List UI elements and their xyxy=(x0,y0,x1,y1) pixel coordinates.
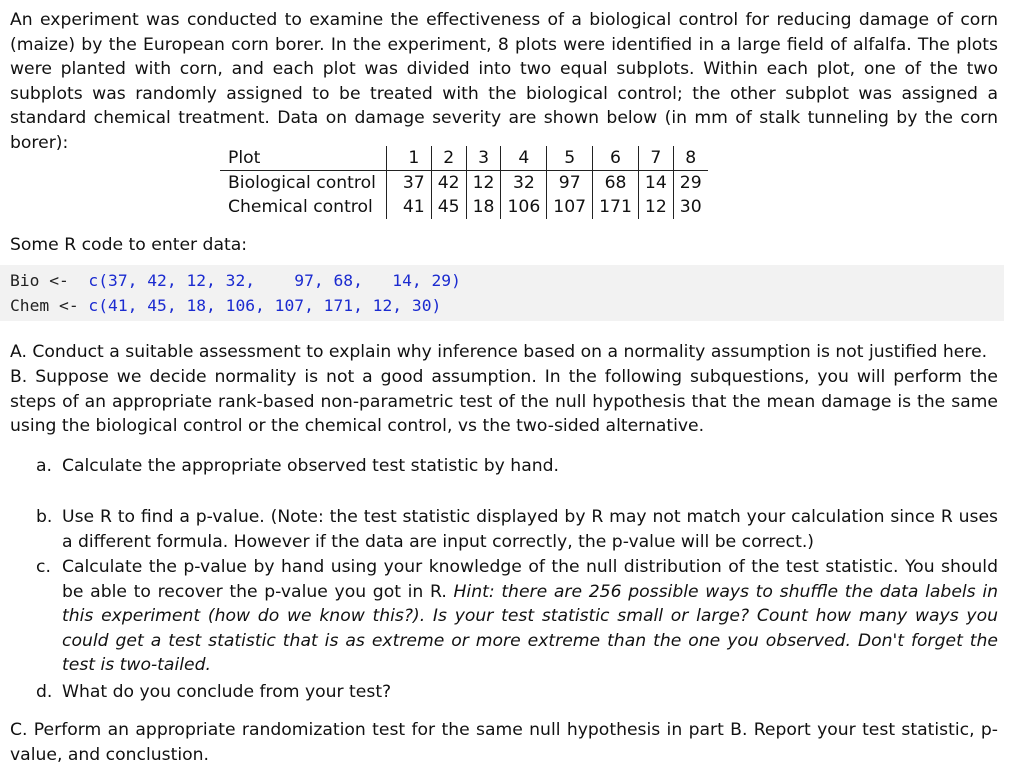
row-label-chemical: Chemical control xyxy=(220,195,386,219)
table-cell: 42 xyxy=(431,171,466,196)
row-label-biological: Biological control xyxy=(220,171,386,196)
plot-number: 7 xyxy=(638,146,673,171)
subquestion-a: Calculate the appropriate observed test statistic by hand. xyxy=(62,456,559,476)
subquestion-d: What do you conclude from your test? xyxy=(62,682,392,702)
table-cell: 41 xyxy=(386,195,431,219)
question-b-upper: B. Suppose we decide normality is not a good assumption. In the following subquestions, you will perform the steps of an appropriate rank-based non-parametric test of the null hypothesis that the mean damage is the same using the biological control or the chemical control, vs the two-sided alternative. xyxy=(10,367,998,437)
subquestion-d-label: d. xyxy=(36,682,53,702)
plot-number: 1 xyxy=(386,146,431,171)
question-c-upper: C. Perform an appropriate randomization test for the same null hypothesis in part B. Report your test statistic, p-value, and conclustion. xyxy=(10,720,998,765)
table-cell: 171 xyxy=(593,195,639,219)
table-header-label: Plot xyxy=(220,146,386,171)
table-row xyxy=(220,171,708,196)
code-line-chem xyxy=(10,293,994,318)
r-code-block xyxy=(0,265,1004,321)
table-cell: 18 xyxy=(466,195,501,219)
subquestion-c-text: Calculate the p-value by hand using your knowledge of the null distribution of the test statistic. You should be able to recover the p-value you got in R. xyxy=(62,557,998,602)
subquestion-b: Use R to find a p-value. (Note: the test statistic displayed by R may not match your calculation since R uses a different formula. However if the data are input correctly, the p-value will be correct.) xyxy=(62,507,998,552)
subquestion-c-hint: Hint: there are 256 possible ways to shuffle the data labels in this experiment (how do we know this?). Is your test statistic small or large? Count how many ways you could get a test statistic that is as extreme or more extreme than the one you observed. Don't forget the test is two-tailed. xyxy=(62,581,998,676)
subquestion-a-label: a. xyxy=(36,456,52,476)
plot-number: 2 xyxy=(431,146,466,171)
table-cell: 29 xyxy=(679,173,702,193)
table-cell: 37 xyxy=(386,171,431,196)
table-cell: 45 xyxy=(431,195,466,219)
plot-number: 8 xyxy=(673,146,707,171)
question-a-upper: A. Conduct a suitable assessment to explain why inference based on a normality assumption is not justified here. xyxy=(10,342,988,362)
subquestion-b-label: b. xyxy=(36,507,53,527)
plot-number: 5 xyxy=(547,146,593,171)
subquestion-c xyxy=(62,555,998,678)
table-cell: 12 xyxy=(466,171,501,196)
table-cell: 68 xyxy=(593,171,639,196)
table-cell: 106 xyxy=(501,195,547,219)
code-chem-args: c(41, 45, 18, 106, 107, 171, 12, 30) xyxy=(88,296,442,315)
plot-number: 6 xyxy=(593,146,639,171)
code-intro: Some R code to enter data: xyxy=(10,235,248,255)
damage-table xyxy=(220,146,708,219)
code-bio-prefix: Bio <- xyxy=(10,271,89,290)
table-cell: 107 xyxy=(547,195,593,219)
subquestion-c-label: c. xyxy=(36,557,51,577)
table-cell: 14 xyxy=(638,171,673,196)
code-bio-args: c(37, 42, 12, 32, 97, 68, 14, 29) xyxy=(88,271,461,290)
table-header-row xyxy=(220,146,708,171)
table-row xyxy=(220,195,708,219)
intro-paragraph: An experiment was conducted to examine the effectiveness of a biological control for reducing damage of corn (maize) by the European corn borer. In the experiment, 8 plots were identified in a large field of alfalfa. The plots were planted with corn, and each plot was divided into two equal subplots. Within each plot, one of the two subplots was randomly assigned to be treated with the biological control; the other subplot was assigned a standard chemical treatment. Data on damage severity are shown below (in mm of stalk tunneling by the corn borer): xyxy=(10,10,998,153)
code-line-bio xyxy=(10,268,994,293)
plot-number: 3 xyxy=(466,146,501,171)
table-cell: 97 xyxy=(547,171,593,196)
table-cell: 32 xyxy=(501,171,547,196)
table-cell: 30 xyxy=(679,197,702,217)
code-chem-prefix: Chem <- xyxy=(10,296,89,315)
plot-number: 4 xyxy=(501,146,547,171)
table-cell: 12 xyxy=(638,195,673,219)
